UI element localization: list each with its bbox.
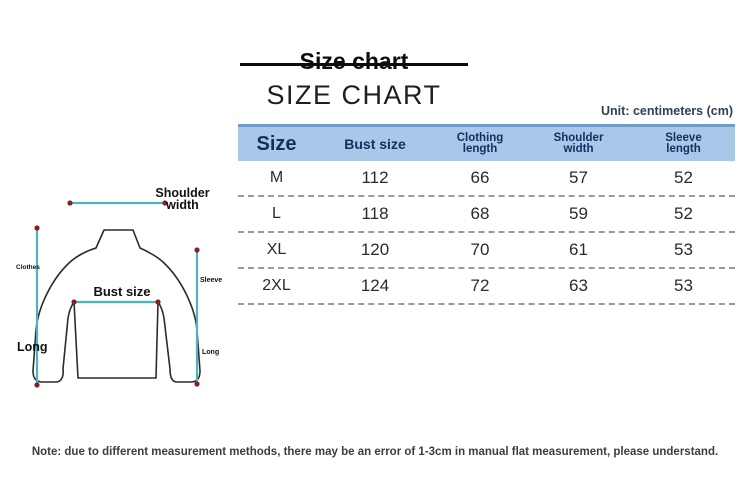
cell-bust: 120 xyxy=(360,240,390,259)
cell-bust: 112 xyxy=(361,168,389,187)
cell-clothing-length: 70 xyxy=(470,240,490,259)
long-label-right: Long xyxy=(202,349,220,356)
col-header-shoulder-width: Shoulder width xyxy=(553,131,604,155)
cell-shoulder-width: 61 xyxy=(569,240,588,259)
title-block xyxy=(238,48,470,78)
table-row xyxy=(238,161,735,197)
page-title: SIZE CHART xyxy=(266,80,442,110)
cell-size: L xyxy=(272,205,281,222)
cell-sleeve-length: 52 xyxy=(674,168,693,187)
measure-endpoint-dot xyxy=(194,247,199,252)
table-header-row xyxy=(238,124,735,161)
measurement-note: Note: due to different measurement methods, there may be an error of 1-3cm in manual flat measurement, please understand. xyxy=(31,446,719,458)
cell-sleeve-length: 52 xyxy=(674,204,693,223)
cell-size: 2XL xyxy=(262,277,291,294)
jacket-collar-outline xyxy=(96,230,140,248)
measure-endpoint-dot xyxy=(194,381,199,386)
clothes-label: Clothes xyxy=(16,264,40,271)
cell-size: M xyxy=(269,169,284,186)
cell-clothing-length: 66 xyxy=(470,168,490,187)
cell-size: XL xyxy=(266,241,287,258)
size-chart-table xyxy=(238,124,735,305)
sleeve-label: Sleeve xyxy=(200,277,223,284)
cell-sleeve-length: 53 xyxy=(674,276,693,295)
shoulder-width-label: Shoulder width xyxy=(155,186,210,212)
unit-label: Unit: centimeters (cm) xyxy=(601,104,733,118)
long-label-left: Long xyxy=(17,340,48,354)
measure-endpoint-dot xyxy=(67,200,72,205)
cell-bust: 124 xyxy=(360,276,390,295)
measure-endpoint-dot xyxy=(155,299,160,304)
table-row xyxy=(238,233,735,269)
measure-endpoint-dot xyxy=(34,382,39,387)
table-row xyxy=(238,197,735,233)
col-header-size: Size xyxy=(256,132,297,155)
col-header-bust-size: Bust size xyxy=(344,136,406,152)
cell-bust: 118 xyxy=(361,204,389,223)
measure-endpoint-dot xyxy=(34,225,39,230)
jacket-outline xyxy=(33,248,200,382)
cell-clothing-length: 72 xyxy=(470,276,490,295)
col-header-sleeve-length: Sleeve length xyxy=(665,131,702,155)
cell-sleeve-length: 53 xyxy=(674,240,693,259)
col-header-clothing-length: Clothing length xyxy=(456,131,504,155)
bust-size-label: Bust size xyxy=(93,284,151,299)
cell-shoulder-width: 59 xyxy=(569,204,588,223)
cell-clothing-length: 68 xyxy=(470,204,490,223)
cell-shoulder-width: 63 xyxy=(569,276,588,295)
cell-shoulder-width: 57 xyxy=(569,168,588,187)
table-row xyxy=(238,269,735,305)
measure-endpoint-dot xyxy=(71,299,76,304)
jacket-measurement-diagram xyxy=(0,180,240,415)
page-title-badge: Size chart xyxy=(299,48,409,74)
